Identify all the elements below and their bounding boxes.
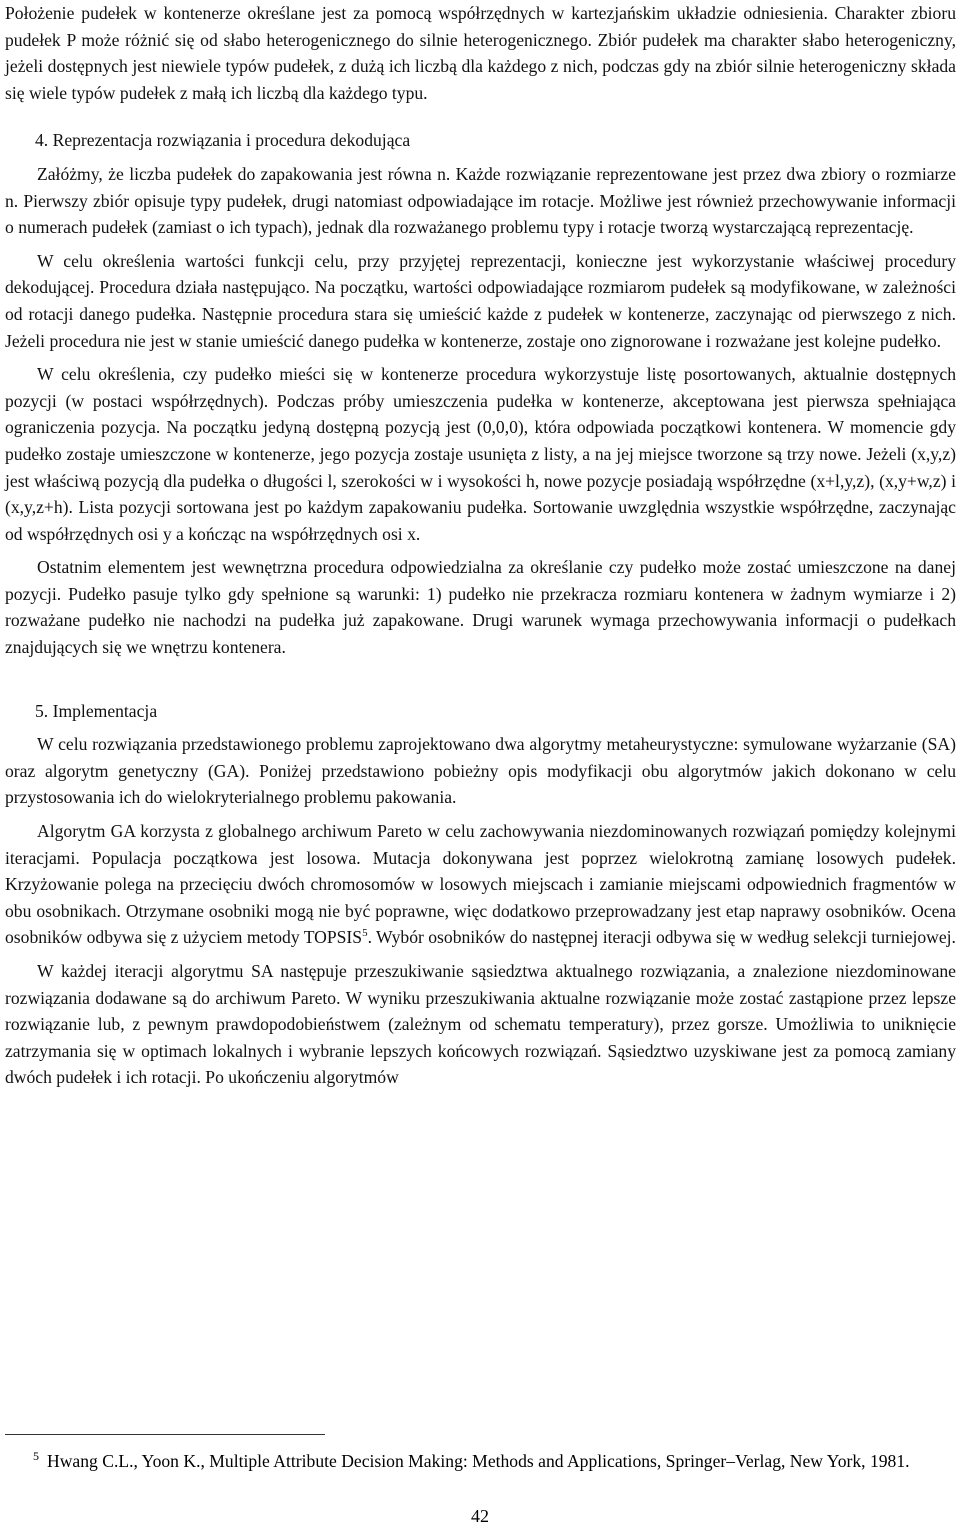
paragraph-5-1: W celu rozwiązania przedstawionego problemu zaprojektowano dwa algorytmy metaheurystyczne: symulowane wyżarzanie (SA) oraz algorytm genetyczny (GA). Poniżej przedstawiono pobieżny opis modyfikacji obu algorytmów jakich dokonano w celu przystosowania ich do wielokryterialnego problemu pakowania.: [5, 734, 956, 808]
paragraph-4-1: Załóżmy, że liczba pudełek do zapakowania jest równa n. Każde rozwiązanie reprezentowane jest przez dwa zbiory o rozmiarze n. Pierwszy zbiór opisuje typy pudełek, drugi natomiast odpowiadające im rotacje. Możliwe jest również przechowywanie informacji o numerach pudełek (zamiast o ich typach), jednak dla rozważanego problemu typy i rotacje tworzą wystarczającą reprezentację.: [5, 163, 956, 238]
paragraph-intro: Położenie pudełek w kontenerze określane jest za pomocą współrzędnych w kartezjańskim układzie odniesienia. Charakter zbioru pudełek P może różnić się od słabo heterogenicznego do silnie heterogenicznego. Zbiór pudełek ma charakter słabo heterogeniczny, jeżeli dostępnych jest niewiele typów pudełek, z dużą ich liczbą dla każdego z nich, podczas gdy na zbiór silnie heterogeniczny składa się wiele typów pudełek z małą ich liczbą dla każdego typu.: [5, 3, 956, 103]
footnote-number: 5: [33, 1449, 39, 1464]
paragraph-5-2-text: Algorytm GA korzysta z globalnego archiwum Pareto w celu zachowywania niezdominowanych rozwiązań pomiędzy kolejnymi iteracjami. Populacja początkowa jest losowa. Mutacja dokonywana jest poprzez wielokrotną zamianę losowych pudełek. Krzyżowanie polega na przecięciu dwóch chromosomów w losowych miejscach i zamianie miejscami odpowiednich fragmentów w obu osobnikach. Otrzymane osobniki mogą nie być poprawne, więc dodatkowo przeprowadzany jest etap naprawy osobników. Ocena osobników odbywa się z użyciem metody TOPSIS: [5, 821, 956, 948]
page-number: 42: [471, 1506, 489, 1526]
paragraph-4-2: W celu określenia wartości funkcji celu, przy przyjętej reprezentacji, konieczne jest wykorzystanie właściwej procedury dekodującej. Procedura działa następująco. Na początku, wartości odpowiadające rozmiarom pudełek są modyfikowane, w zależności od rotacji danego pudełka. Następnie procedura stara się umieścić każde z pudełek w kontenerze, zaczynając od pierwszego z nich. Jeżeli procedura nie jest w stanie umieścić danego pudełka w kontenerze, zostaje ono zignorowane i rozważane jest kolejne pudełko.: [5, 250, 956, 351]
footnote: [5, 1448, 956, 1474]
section-4-heading: 4. Reprezentacja rozwiązania i procedura dekodująca: [35, 130, 411, 151]
section-5-heading: 5. Implementacja: [35, 700, 158, 721]
footnote-separator: [5, 1434, 325, 1435]
paragraph-5-2: [5, 818, 956, 951]
paragraph-4-4: Ostatnim elementem jest wewnętrzna procedura odpowiedzialna za określanie czy pudełko może zostać umieszczone na danej pozycji. Pudełko pasuje tylko gdy spełnione są warunki: 1) pudełko nie przekracza rozmiaru kontenera w żadnym wymiarze i 2) rozważane pudełko nie nachodzi na pudełka już zapakowane. Drugi warunek wymaga przechowywania informacji o pudełkach znajdujących się we wnętrzu kontenera.: [5, 557, 956, 658]
paragraph-4-3: W celu określenia, czy pudełko mieści się w kontenerze procedura wykorzystuje listę posortowanych, aktualnie dostępnych pozycji (w postaci współrzędnych). Podczas próby umieszczenia pudełka w kontenerze, akceptowana jest pierwsza spełniająca ograniczenia pozycja. Na początku jedyną dostępną pozycją jest (0,0,0), która odpowiada początkowi kontenera. W momencie gdy pudełko zostaje umieszczone w kontenerze, jego pozycja zostaje usunięta z listy, a na jej miejsce tworzone są trzy nowe. Jeżeli (x,y,z) jest właściwą pozycją dla pudełka o długości l, szerokości w i wysokości h, nowe pozycje posiadają współrzędne (x+l,y,z), (x,y+w,z) i (x,y,z+h). Lista pozycji sortowana jest po każdym zapakowaniu pudełka. Sortowanie uwzględnia wszystkie współrzędne, zaczynając od współrzędnych osi y a kończąc na współrzędnych osi x.: [5, 364, 956, 544]
footnote-text: Hwang C.L., Yoon K., Multiple Attribute Decision Making: Methods and Applications, Springer–Verlag, New York, 1981.: [47, 1451, 910, 1471]
paragraph-5-2-text-end: . Wybór osobników do następnej iteracji odbywa się w według selekcji turniejowej.: [367, 927, 956, 948]
paragraph-5-3: W każdej iteracji algorytmu SA następuje przeszukiwanie sąsiedztwa aktualnego rozwiązania, a znalezione niezdominowane rozwiązania dodawane są do archiwum Pareto. W wyniku przeszukiwania aktualne rozwiązanie może zostać zastąpione przez lepsze rozwiązanie lub, z pewnym prawdopodobieństwem (zależnym od schematu temperatury), przez gorsze. Umożliwia to uniknięcie zatrzymania się w optimach lokalnych i wybranie lepszych końcowych rozwiązań. Sąsiedztwo uzyskiwane jest za pomocą zamiany dwóch pudełek i ich rotacji. Po ukończeniu algorytmów: [5, 961, 956, 1088]
footnote-reference: 5: [362, 927, 368, 940]
